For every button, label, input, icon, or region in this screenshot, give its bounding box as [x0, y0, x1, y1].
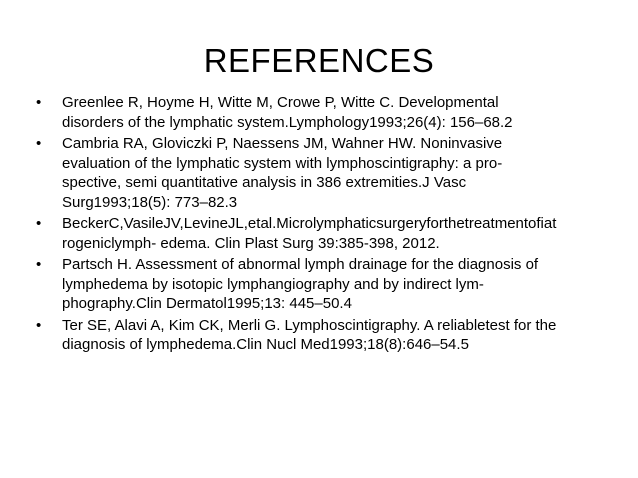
reference-text-line: evaluation of the lymphatic system with lymphoscintigraphy: a pro- — [62, 154, 503, 172]
bullet-icon: • — [36, 256, 42, 273]
bullet-icon: • — [36, 94, 42, 111]
bullet-icon: • — [36, 135, 42, 152]
reference-text-line: Ter SE, Alavi A, Kim CK, Merli G. Lymphoscintigraphy. A reliabletest for the — [62, 316, 557, 334]
reference-text-line: BeckerC,VasileJV,LevineJL,etal.Microlymphaticsurgeryforthetreatmentofiat — [62, 215, 557, 232]
reference-item — [36, 255, 596, 314]
reference-list — [36, 93, 596, 357]
reference-item — [36, 134, 596, 212]
reference-text-line: Partsch H. Assessment of abnormal lymph drainage for the diagnosis of — [62, 256, 539, 273]
reference-text-line: rogeniclymph- edema. Clin Plast Surg 39:385-398, 2012. — [62, 234, 440, 252]
reference-text-line: spective, semi quantitative analysis in 386 extremities.J Vasc — [62, 174, 467, 191]
bullet-icon: • — [36, 316, 42, 334]
bullet-icon: • — [36, 215, 42, 232]
reference-item — [36, 316, 596, 355]
reference-item — [36, 214, 596, 253]
slide-title: REFERENCES — [203, 42, 435, 79]
reference-text-line: diagnosis of lymphedema.Clin Nucl Med1993;18(8):646–54.5 — [62, 336, 469, 353]
reference-text-line: disorders of the lymphatic system.Lymphology1993;26(4): 156–68.2 — [62, 113, 513, 131]
reference-text-line: Cambria RA, Gloviczki P, Naessens JM, Wahner HW. Noninvasive — [62, 135, 503, 152]
reference-text-line: phography.Clin Dermatol1995;13: 445–50.4 — [62, 295, 352, 312]
reference-text-line: lymphedema by isotopic lymphangiography and by indirect lym- — [62, 275, 484, 293]
reference-item — [36, 93, 596, 132]
reference-text-line: Greenlee R, Hoyme H, Witte M, Crowe P, Witte C. Developmental — [62, 94, 499, 111]
reference-text-line: Surg1993;18(5): 773–82.3 — [62, 193, 238, 211]
